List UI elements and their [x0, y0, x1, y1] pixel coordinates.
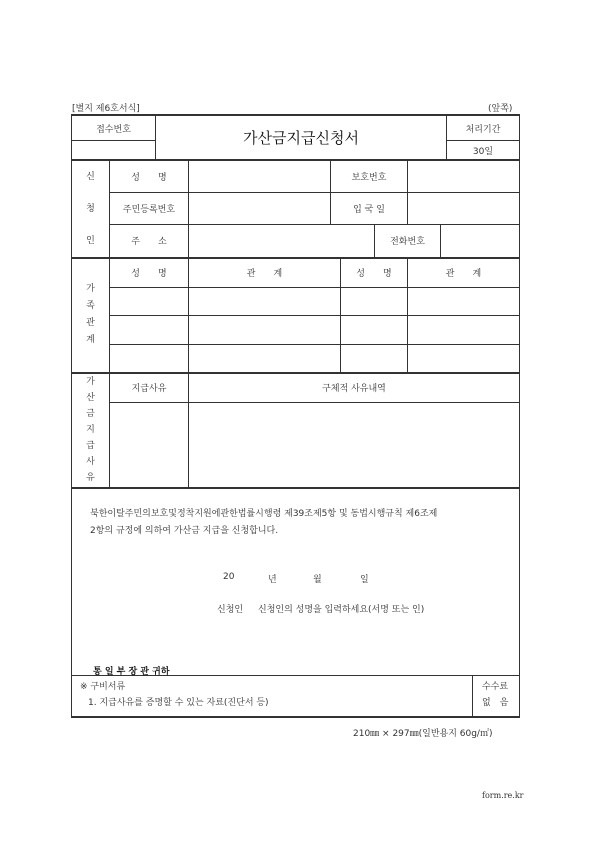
fee-value: 없 음 [482, 698, 509, 708]
fee-col-divider [472, 676, 473, 716]
applicant-sign-label: 신청인 [217, 605, 244, 615]
appendix-label: [별지 제6호서식] [72, 104, 140, 114]
resident-no-field[interactable] [189, 193, 330, 224]
processing-days-value: 30일 [472, 146, 494, 157]
table-bottom-border [71, 716, 520, 718]
reason-bottom-line [71, 487, 520, 489]
reason-section-char: 가 [86, 377, 95, 387]
form-title: 가산금지급신청서 [243, 129, 359, 147]
day-label: 일 [360, 575, 369, 585]
entry-date-label: 입 국 일 [353, 204, 385, 215]
recipient-label: 통 일 부 장 관 귀하 [93, 667, 170, 677]
family-row-2-name-1[interactable] [110, 316, 188, 344]
family-row-3-name-2[interactable] [341, 345, 407, 372]
year-prefix: 20 [223, 572, 235, 582]
reason-section-char: 유 [86, 473, 95, 483]
protection-no-label: 보호번호 [351, 172, 387, 183]
family-row-2-relation-2[interactable] [408, 316, 519, 344]
family-section-char: 족 [86, 301, 95, 311]
reason-section-char: 지 [86, 425, 95, 435]
applicant-section-char: 청 [86, 203, 95, 214]
applicant-section-label [72, 160, 109, 257]
applicant-name-field[interactable] [189, 161, 330, 192]
reason-section-char: 금 [86, 409, 95, 419]
family-row-3-relation-1[interactable] [189, 345, 340, 372]
family-row-2-relation-1[interactable] [189, 316, 340, 344]
reason-section-char: 급 [86, 441, 95, 451]
applicant-sign-field[interactable]: 신청인의 성명을 입력하세요(서명 또는 인) [258, 605, 425, 615]
month-field[interactable] [282, 568, 310, 584]
reason-detail-header: 구체적 사유내역 [322, 384, 386, 394]
family-section-char: 계 [86, 335, 95, 345]
reason-section-char: 사 [86, 457, 95, 467]
receipt-no-field[interactable] [72, 141, 155, 159]
family-section-char: 가 [86, 284, 95, 294]
family-row-1-name-2[interactable] [341, 288, 407, 315]
entry-date-field[interactable] [408, 193, 519, 224]
family-row-2-name-2[interactable] [341, 316, 407, 344]
address-field[interactable] [189, 225, 374, 257]
family-name-header-1: 성 명 [131, 269, 167, 279]
fee-label: 수수료 [482, 682, 509, 692]
reason-detail-field[interactable] [189, 403, 519, 487]
year-label: 년 [268, 575, 277, 585]
year-field[interactable] [238, 568, 264, 584]
receipt-no-label: 접수번호 [96, 124, 131, 135]
family-relation-header-1: 관 계 [246, 269, 283, 279]
source-label: form.re.kr [482, 791, 524, 800]
month-label: 월 [313, 575, 322, 585]
protection-no-field[interactable] [408, 161, 519, 192]
family-section-char: 관 [86, 318, 95, 328]
page-side-label: (앞쪽) [488, 104, 513, 114]
declaration-line-1: 북한이탈주민의보호및정착지원에관한법률시행령 제39조제5항 및 동법시행규칙 제6조제 [90, 509, 438, 519]
processing-period-label: 처리기간 [465, 124, 501, 135]
family-row-1-relation-2[interactable] [408, 288, 519, 315]
family-row-3-relation-2[interactable] [408, 345, 519, 372]
family-row-1-relation-1[interactable] [189, 288, 340, 315]
day-field[interactable] [328, 568, 356, 584]
attachment-item-1: 1. 지급사유를 증명할 수 있는 자료(진단서 등) [88, 698, 269, 708]
reason-header: 지급사유 [131, 384, 167, 394]
applicant-section-char: 인 [86, 235, 95, 246]
reason-field[interactable] [110, 403, 188, 487]
phone-field[interactable] [441, 225, 519, 257]
address-label: 주 소 [131, 237, 167, 247]
paper-spec: 210㎜ × 297㎜(일반용지 60g/㎡) [353, 729, 493, 739]
resident-no-label: 주민등록번호 [122, 204, 176, 215]
family-name-header-2: 성 명 [356, 269, 392, 279]
reason-section-char: 산 [86, 393, 95, 403]
applicant-name-label: 성 명 [131, 172, 167, 183]
family-relation-header-2: 관 계 [445, 269, 482, 279]
family-row-3-name-1[interactable] [110, 345, 188, 372]
family-section-label [72, 258, 109, 372]
table-right-border [519, 115, 520, 717]
phone-label: 전화번호 [390, 237, 425, 247]
applicant-section-char: 신 [86, 171, 95, 182]
reason-section-label [72, 373, 109, 487]
family-row-1-name-1[interactable] [110, 288, 188, 315]
attachments-title: ※ 구비서류 [80, 682, 126, 692]
declaration-line-2: 2항의 규정에 의하여 가산금 지급을 신청합니다. [90, 526, 279, 536]
